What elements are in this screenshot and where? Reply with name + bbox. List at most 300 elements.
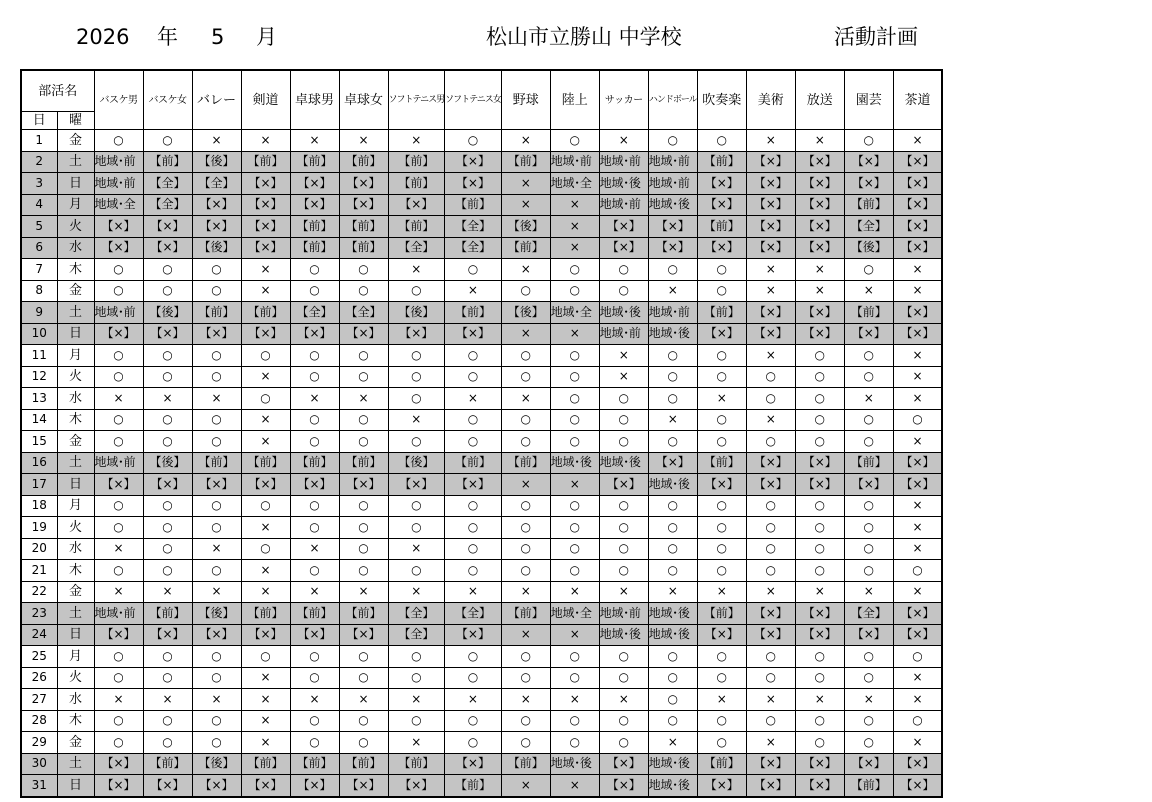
activity-cell: × xyxy=(599,689,648,711)
activity-cell: 【×】 xyxy=(746,753,795,775)
activity-cell: ○ xyxy=(445,259,502,281)
activity-cell: 【前】 xyxy=(290,603,339,625)
activity-cell: ○ xyxy=(143,345,192,367)
weekday-cell: 月 xyxy=(57,194,94,216)
activity-cell: × xyxy=(241,732,290,754)
activity-cell: 【×】 xyxy=(795,624,844,646)
activity-cell: 【前】 xyxy=(192,302,241,324)
activity-cell: ○ xyxy=(550,130,599,152)
activity-cell: ○ xyxy=(844,538,893,560)
day-cell: 2 xyxy=(21,151,57,173)
activity-cell: ○ xyxy=(445,409,502,431)
activity-cell: 【×】 xyxy=(143,624,192,646)
activity-cell: ○ xyxy=(501,732,550,754)
activity-cell: 地域･後 xyxy=(550,753,599,775)
activity-cell: ○ xyxy=(388,495,445,517)
weekday-cell: 月 xyxy=(57,646,94,668)
day-cell: 15 xyxy=(21,431,57,453)
activity-cell: 【×】 xyxy=(844,151,893,173)
activity-cell: ○ xyxy=(241,495,290,517)
activity-cell: 【×】 xyxy=(795,216,844,238)
day-cell: 12 xyxy=(21,366,57,388)
month-unit: 月 xyxy=(256,25,277,49)
activity-cell: ○ xyxy=(501,710,550,732)
activity-cell: × xyxy=(339,388,388,410)
activity-cell: 【前】 xyxy=(290,753,339,775)
activity-cell: ○ xyxy=(795,667,844,689)
activity-cell: ○ xyxy=(746,366,795,388)
activity-cell: × xyxy=(893,388,942,410)
table-row xyxy=(21,280,942,302)
weekday-cell: 土 xyxy=(57,452,94,474)
activity-cell: 【×】 xyxy=(648,237,697,259)
activity-cell: 【×】 xyxy=(746,624,795,646)
activity-cell: ○ xyxy=(844,409,893,431)
activity-cell: 【×】 xyxy=(241,624,290,646)
activity-cell: × xyxy=(648,732,697,754)
activity-cell: 【前】 xyxy=(290,151,339,173)
activity-cell: 【×】 xyxy=(795,302,844,324)
table-row xyxy=(21,259,942,281)
activity-cell: × xyxy=(697,581,746,603)
activity-cell: ○ xyxy=(94,366,143,388)
table-row xyxy=(21,194,942,216)
activity-cell: 【×】 xyxy=(746,603,795,625)
activity-cell: ○ xyxy=(501,646,550,668)
activity-cell: ○ xyxy=(697,732,746,754)
weekday-cell: 月 xyxy=(57,345,94,367)
activity-cell: ○ xyxy=(746,667,795,689)
activity-cell: ○ xyxy=(445,732,502,754)
activity-cell: × xyxy=(388,689,445,711)
activity-cell: ○ xyxy=(599,560,648,582)
activity-cell: 地域･前 xyxy=(599,323,648,345)
activity-cell: ○ xyxy=(844,130,893,152)
activity-cell: ○ xyxy=(445,538,502,560)
activity-cell: ○ xyxy=(648,495,697,517)
activity-cell: 【前】 xyxy=(241,452,290,474)
activity-cell: ○ xyxy=(599,280,648,302)
activity-cell: × xyxy=(192,130,241,152)
activity-cell: ○ xyxy=(746,646,795,668)
activity-cell: 地域･前 xyxy=(599,151,648,173)
day-cell: 1 xyxy=(21,130,57,152)
activity-cell: ○ xyxy=(648,667,697,689)
activity-cell: 【×】 xyxy=(795,151,844,173)
activity-cell: 地域･前 xyxy=(94,452,143,474)
activity-cell: 【×】 xyxy=(844,474,893,496)
activity-cell: ○ xyxy=(290,517,339,539)
table-row xyxy=(21,495,942,517)
activity-cell: 地域･後 xyxy=(648,194,697,216)
activity-cell: 地域･後 xyxy=(648,323,697,345)
weekday-cell: 金 xyxy=(57,280,94,302)
activity-cell: ○ xyxy=(599,495,648,517)
activity-cell: ○ xyxy=(795,388,844,410)
activity-cell: 【×】 xyxy=(599,216,648,238)
activity-cell: 【全】 xyxy=(445,603,502,625)
activity-cell: × xyxy=(599,345,648,367)
activity-cell: 地域･前 xyxy=(599,603,648,625)
activity-cell: ○ xyxy=(550,710,599,732)
table-row xyxy=(21,388,942,410)
activity-cell: 【×】 xyxy=(844,753,893,775)
activity-cell: 【×】 xyxy=(746,237,795,259)
activity-cell: 【×】 xyxy=(795,323,844,345)
activity-cell: ○ xyxy=(550,409,599,431)
activity-cell: ○ xyxy=(290,646,339,668)
activity-cell: ○ xyxy=(192,366,241,388)
activity-cell: × xyxy=(290,538,339,560)
activity-cell: 【前】 xyxy=(290,452,339,474)
activity-cell: ○ xyxy=(550,259,599,281)
activity-cell: 【×】 xyxy=(746,216,795,238)
day-cell: 19 xyxy=(21,517,57,539)
weekday-cell: 土 xyxy=(57,302,94,324)
activity-cell: 【×】 xyxy=(697,624,746,646)
activity-cell: ○ xyxy=(648,517,697,539)
table-row xyxy=(21,173,942,195)
activity-cell: × xyxy=(241,409,290,431)
activity-cell: ○ xyxy=(648,646,697,668)
table-row xyxy=(21,667,942,689)
activity-cell: × xyxy=(795,689,844,711)
activity-cell: 【後】 xyxy=(501,302,550,324)
activity-cell: × xyxy=(192,538,241,560)
activity-cell: 【×】 xyxy=(746,151,795,173)
activity-cell: ○ xyxy=(697,345,746,367)
activity-cell: 地域･前 xyxy=(648,302,697,324)
activity-cell: 【×】 xyxy=(445,173,502,195)
activity-cell: ○ xyxy=(241,646,290,668)
activity-cell: ○ xyxy=(501,431,550,453)
activity-cell: 【前】 xyxy=(241,753,290,775)
table-row xyxy=(21,216,942,238)
activity-cell: 地域･後 xyxy=(599,452,648,474)
activity-cell: × xyxy=(241,667,290,689)
activity-cell: × xyxy=(746,581,795,603)
activity-cell: 【前】 xyxy=(339,151,388,173)
weekday-cell: 日 xyxy=(57,323,94,345)
activity-cell: 【全】 xyxy=(388,603,445,625)
activity-plan-table xyxy=(20,69,943,798)
activity-cell: 【×】 xyxy=(893,323,942,345)
activity-cell: 【×】 xyxy=(893,603,942,625)
activity-cell: × xyxy=(550,689,599,711)
activity-cell: × xyxy=(241,581,290,603)
activity-cell: ○ xyxy=(143,280,192,302)
activity-cell: 【×】 xyxy=(795,753,844,775)
activity-cell: ○ xyxy=(339,431,388,453)
activity-cell: 地域･全 xyxy=(550,173,599,195)
activity-cell: ○ xyxy=(290,732,339,754)
table-row xyxy=(21,323,942,345)
activity-cell: × xyxy=(501,259,550,281)
activity-cell: ○ xyxy=(697,495,746,517)
activity-cell: ○ xyxy=(94,345,143,367)
activity-cell: 【×】 xyxy=(746,302,795,324)
day-cell: 16 xyxy=(21,452,57,474)
activity-cell: × xyxy=(241,259,290,281)
weekday-cell: 火 xyxy=(57,667,94,689)
activity-cell: × xyxy=(746,689,795,711)
activity-cell: 【前】 xyxy=(844,194,893,216)
activity-cell: ○ xyxy=(648,345,697,367)
activity-cell: ○ xyxy=(94,646,143,668)
activity-cell: ○ xyxy=(143,538,192,560)
activity-cell: 【前】 xyxy=(388,753,445,775)
activity-cell: ○ xyxy=(388,646,445,668)
day-cell: 28 xyxy=(21,710,57,732)
activity-cell: 【前】 xyxy=(290,237,339,259)
activity-cell: ○ xyxy=(550,388,599,410)
day-cell: 4 xyxy=(21,194,57,216)
activity-cell: × xyxy=(844,388,893,410)
activity-cell: ○ xyxy=(697,710,746,732)
activity-cell: 【×】 xyxy=(290,474,339,496)
activity-cell: ○ xyxy=(94,130,143,152)
activity-cell: 【×】 xyxy=(339,624,388,646)
activity-cell: ○ xyxy=(501,280,550,302)
activity-cell: × xyxy=(599,130,648,152)
day-cell: 7 xyxy=(21,259,57,281)
activity-cell: ○ xyxy=(143,409,192,431)
activity-cell: 地域･後 xyxy=(648,624,697,646)
activity-cell: ○ xyxy=(290,560,339,582)
activity-cell: 【×】 xyxy=(893,216,942,238)
day-cell: 17 xyxy=(21,474,57,496)
club-header: 野球 xyxy=(501,70,550,130)
activity-cell: 【×】 xyxy=(339,173,388,195)
activity-cell: × xyxy=(445,689,502,711)
table-row xyxy=(21,452,942,474)
activity-cell: ○ xyxy=(844,667,893,689)
activity-cell: ○ xyxy=(550,560,599,582)
activity-cell: 【×】 xyxy=(290,323,339,345)
activity-cell: 【前】 xyxy=(339,216,388,238)
activity-cell: 【後】 xyxy=(844,237,893,259)
club-header: 吹奏楽 xyxy=(697,70,746,130)
activity-cell: × xyxy=(388,409,445,431)
club-header: 卓球女 xyxy=(339,70,388,130)
day-cell: 13 xyxy=(21,388,57,410)
activity-cell: ○ xyxy=(94,495,143,517)
activity-cell: ○ xyxy=(795,366,844,388)
activity-cell: ○ xyxy=(599,538,648,560)
activity-cell: 【全】 xyxy=(445,216,502,238)
weekday-cell: 金 xyxy=(57,130,94,152)
activity-cell: ○ xyxy=(339,538,388,560)
activity-cell: ○ xyxy=(94,732,143,754)
weekday-cell: 金 xyxy=(57,431,94,453)
activity-cell: ○ xyxy=(143,710,192,732)
activity-cell: × xyxy=(501,581,550,603)
document-title: 活動計画 xyxy=(834,25,918,49)
activity-cell: ○ xyxy=(844,495,893,517)
activity-cell: 【前】 xyxy=(445,194,502,216)
activity-cell: 【×】 xyxy=(697,474,746,496)
activity-cell: 【後】 xyxy=(388,452,445,474)
weekday-cell: 土 xyxy=(57,753,94,775)
activity-cell: ○ xyxy=(94,667,143,689)
weekday-cell: 水 xyxy=(57,538,94,560)
activity-cell: × xyxy=(94,538,143,560)
activity-cell: × xyxy=(746,345,795,367)
activity-cell: × xyxy=(648,280,697,302)
activity-cell: ○ xyxy=(893,710,942,732)
activity-cell: 【前】 xyxy=(501,237,550,259)
activity-cell: × xyxy=(143,689,192,711)
activity-cell: 【×】 xyxy=(241,237,290,259)
weekday-cell: 日 xyxy=(57,775,94,797)
activity-cell: 【×】 xyxy=(795,237,844,259)
activity-cell: ○ xyxy=(94,517,143,539)
activity-cell: × xyxy=(339,130,388,152)
activity-cell: ○ xyxy=(94,259,143,281)
activity-cell: ○ xyxy=(550,517,599,539)
activity-cell: ○ xyxy=(192,259,241,281)
activity-cell: ○ xyxy=(445,667,502,689)
activity-cell: ○ xyxy=(648,431,697,453)
activity-cell: 【×】 xyxy=(893,624,942,646)
activity-cell: × xyxy=(893,345,942,367)
club-header: バレー xyxy=(192,70,241,130)
activity-cell: × xyxy=(893,538,942,560)
activity-cell: ○ xyxy=(697,646,746,668)
activity-cell: × xyxy=(339,689,388,711)
activity-cell: 【×】 xyxy=(388,194,445,216)
activity-cell: ○ xyxy=(143,130,192,152)
activity-cell: × xyxy=(893,366,942,388)
activity-cell: ○ xyxy=(143,646,192,668)
activity-cell: 【×】 xyxy=(290,173,339,195)
activity-cell: 【×】 xyxy=(388,775,445,797)
activity-cell: 【全】 xyxy=(388,237,445,259)
activity-cell: 【×】 xyxy=(143,775,192,797)
activity-cell: 【×】 xyxy=(445,323,502,345)
activity-cell: ○ xyxy=(445,345,502,367)
activity-cell: ○ xyxy=(697,259,746,281)
club-header: 卓球男 xyxy=(290,70,339,130)
activity-cell: 【×】 xyxy=(339,194,388,216)
activity-cell: 【×】 xyxy=(893,302,942,324)
activity-cell: ○ xyxy=(143,366,192,388)
activity-cell: × xyxy=(550,237,599,259)
weekday-cell: 日 xyxy=(57,624,94,646)
activity-cell: 【前】 xyxy=(844,775,893,797)
activity-cell: ○ xyxy=(599,646,648,668)
day-cell: 29 xyxy=(21,732,57,754)
activity-cell: ○ xyxy=(844,259,893,281)
activity-cell: ○ xyxy=(599,259,648,281)
activity-cell: ○ xyxy=(795,560,844,582)
club-header: ハンドボール xyxy=(648,70,697,130)
day-cell: 30 xyxy=(21,753,57,775)
activity-cell: × xyxy=(893,431,942,453)
activity-cell: ○ xyxy=(339,560,388,582)
activity-cell: 【全】 xyxy=(339,302,388,324)
activity-cell: 【×】 xyxy=(599,237,648,259)
activity-cell: × xyxy=(94,689,143,711)
activity-cell: ○ xyxy=(290,345,339,367)
activity-cell: 【前】 xyxy=(339,603,388,625)
activity-cell: × xyxy=(192,388,241,410)
activity-cell: ○ xyxy=(192,345,241,367)
activity-cell: 【×】 xyxy=(844,323,893,345)
activity-cell: 【前】 xyxy=(445,452,502,474)
activity-cell: 【×】 xyxy=(339,323,388,345)
activity-cell: 【×】 xyxy=(746,775,795,797)
activity-cell: ○ xyxy=(648,259,697,281)
activity-cell: 【×】 xyxy=(893,173,942,195)
table-row xyxy=(21,431,942,453)
activity-cell: 【前】 xyxy=(339,237,388,259)
activity-cell: ○ xyxy=(290,366,339,388)
activity-cell: 【×】 xyxy=(143,474,192,496)
activity-cell: ○ xyxy=(143,732,192,754)
club-header: 陸上 xyxy=(550,70,599,130)
activity-cell: 【後】 xyxy=(388,302,445,324)
activity-cell: 【後】 xyxy=(192,237,241,259)
activity-cell: × xyxy=(241,560,290,582)
activity-cell: 【×】 xyxy=(143,323,192,345)
activity-cell: 地域･後 xyxy=(648,753,697,775)
activity-cell: ○ xyxy=(290,495,339,517)
activity-cell: 地域･後 xyxy=(599,302,648,324)
activity-cell: 地域･前 xyxy=(94,603,143,625)
activity-cell: ○ xyxy=(143,431,192,453)
activity-cell: 地域･後 xyxy=(648,474,697,496)
activity-cell: × xyxy=(550,474,599,496)
activity-cell: ○ xyxy=(844,732,893,754)
activity-cell: ○ xyxy=(844,431,893,453)
activity-cell: ○ xyxy=(388,710,445,732)
day-cell: 31 xyxy=(21,775,57,797)
activity-cell: 【×】 xyxy=(795,775,844,797)
school-name: 松山市立勝山 中学校 xyxy=(486,25,682,49)
activity-cell: ○ xyxy=(241,538,290,560)
activity-cell: ○ xyxy=(697,366,746,388)
activity-cell: 【前】 xyxy=(697,151,746,173)
activity-cell: ○ xyxy=(746,517,795,539)
activity-cell: ○ xyxy=(339,259,388,281)
activity-cell: × xyxy=(746,732,795,754)
table-row xyxy=(21,302,942,324)
activity-cell: 【×】 xyxy=(445,151,502,173)
activity-cell: 【×】 xyxy=(388,323,445,345)
activity-cell: 【×】 xyxy=(339,474,388,496)
activity-cell: 地域･前 xyxy=(94,302,143,324)
activity-cell: × xyxy=(599,581,648,603)
activity-cell: ○ xyxy=(339,732,388,754)
activity-cell: ○ xyxy=(445,646,502,668)
day-cell: 10 xyxy=(21,323,57,345)
activity-cell: × xyxy=(844,689,893,711)
activity-cell: × xyxy=(94,388,143,410)
weekday-column-label: 曜 xyxy=(57,112,94,130)
weekday-cell: 火 xyxy=(57,517,94,539)
header-row-clubs xyxy=(21,70,942,112)
activity-cell: 地域･前 xyxy=(648,173,697,195)
activity-cell: 【全】 xyxy=(192,173,241,195)
activity-cell: ○ xyxy=(192,409,241,431)
day-cell: 14 xyxy=(21,409,57,431)
activity-cell: 地域･後 xyxy=(648,775,697,797)
activity-cell: 【×】 xyxy=(445,753,502,775)
activity-cell: ○ xyxy=(501,409,550,431)
activity-cell: ○ xyxy=(746,560,795,582)
table-row xyxy=(21,130,942,152)
